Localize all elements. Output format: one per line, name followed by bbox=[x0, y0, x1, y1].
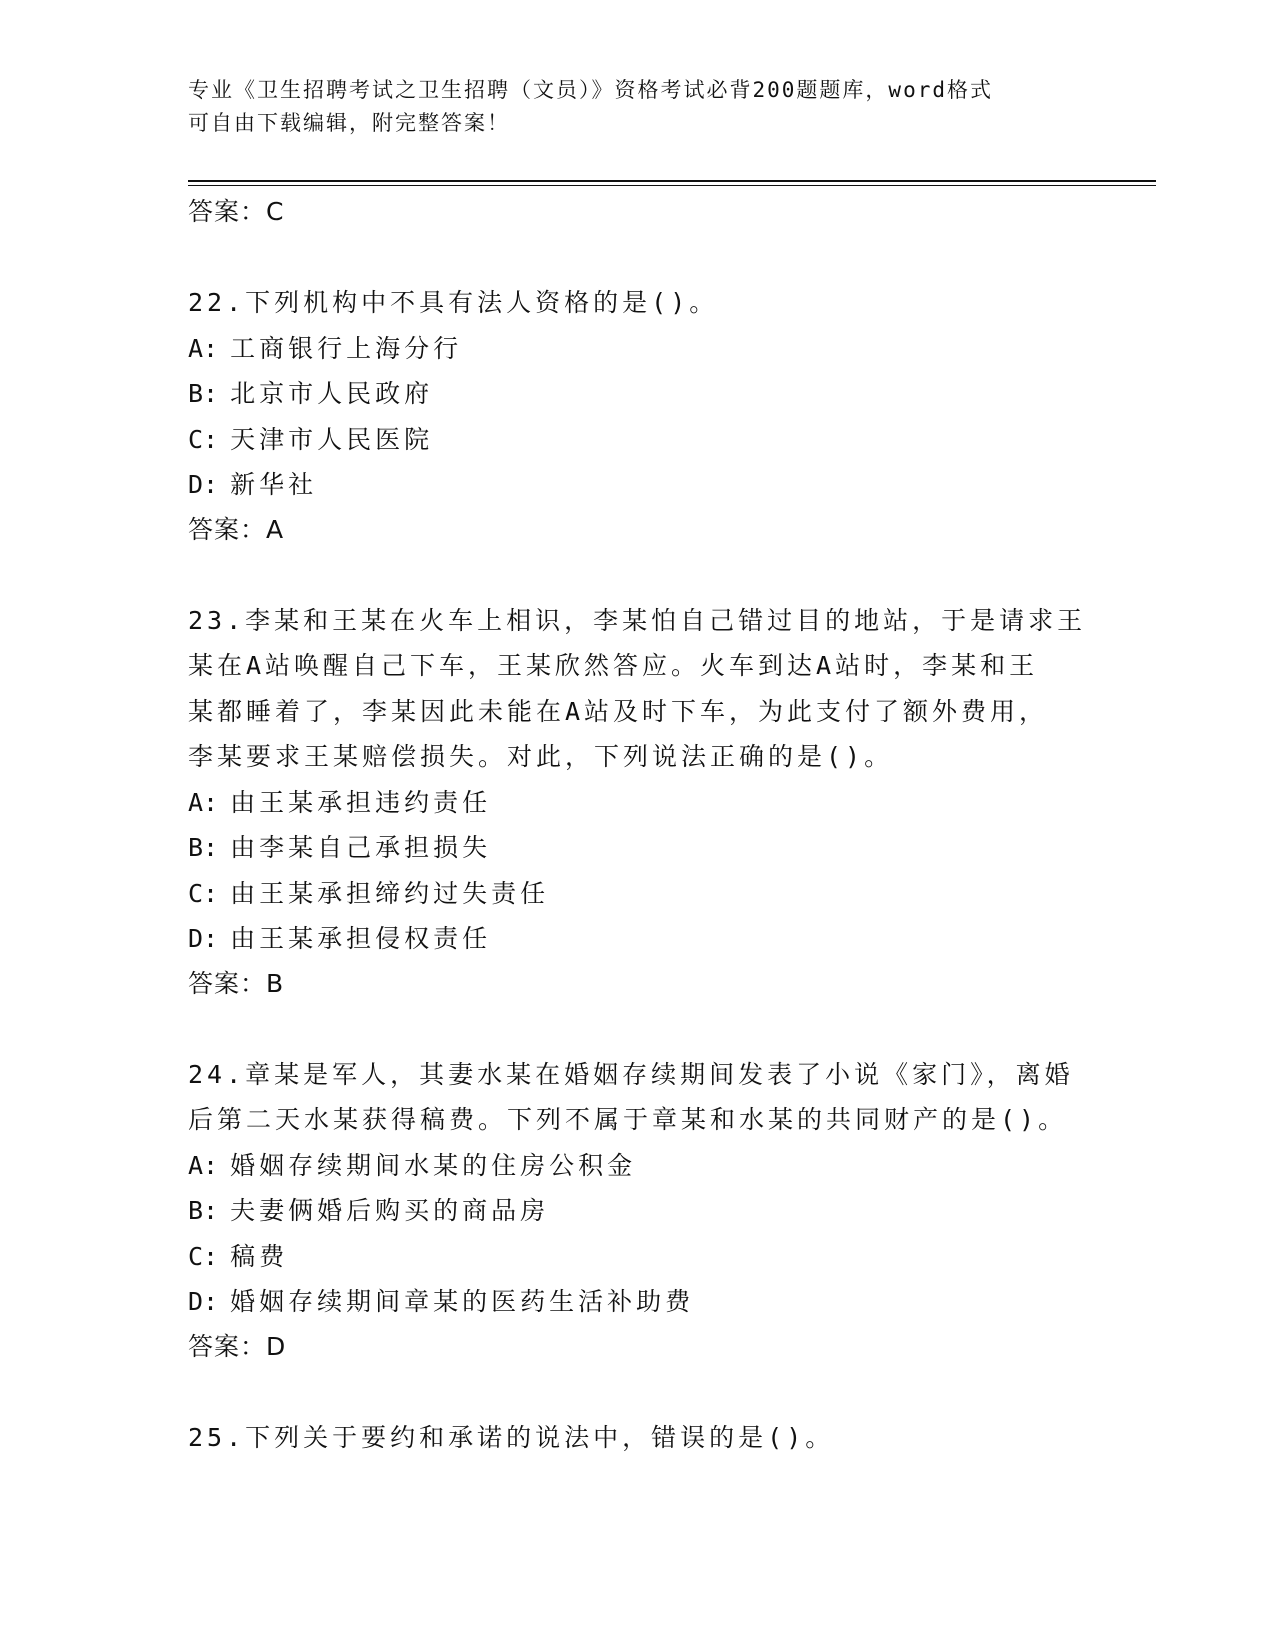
question-text-line: 李某要求王某赔偿损失。对此，下列说法正确的是()。 bbox=[188, 742, 894, 771]
option-b: B: 北京市人民政府 bbox=[188, 379, 434, 408]
question-block bbox=[188, 1415, 1088, 1461]
question-text-line: 24.章某是军人，其妻水某在婚姻存续期间发表了小说《家门》，离婚 bbox=[188, 1059, 1074, 1089]
question-text-line: 25.下列关于要约和承诺的说法中，错误的是()。 bbox=[188, 1422, 835, 1452]
question-text-line: 某在A站唤醒自己下车，王某欣然答应。火车到达A站时，李某和王 bbox=[188, 651, 1039, 680]
question-text-line: 后第二天水某获得稿费。下列不属于章某和水某的共同财产的是()。 bbox=[188, 1105, 1068, 1134]
question-block bbox=[188, 598, 1088, 1006]
option-a: A: 由王某承担违约责任 bbox=[188, 787, 492, 817]
header-divider bbox=[188, 180, 1156, 182]
question-block bbox=[188, 1052, 1088, 1369]
option-b: B: 由李某自己承担损失 bbox=[188, 833, 492, 862]
header-divider-thin bbox=[188, 185, 1156, 186]
option-c: C: 由王某承担缔约过失责任 bbox=[188, 878, 550, 908]
question-list bbox=[188, 190, 1088, 1460]
question-text-line: 某都睡着了，李某因此未能在A站及时下车，为此支付了额外费用， bbox=[188, 696, 1049, 726]
option-d: D: 新华社 bbox=[188, 470, 318, 499]
question-stem bbox=[188, 1415, 1088, 1461]
option-d: D: 由王某承担侵权责任 bbox=[188, 924, 492, 953]
question-stem bbox=[188, 598, 1088, 780]
document-header bbox=[188, 74, 1088, 140]
answer-line: 答案：C bbox=[188, 197, 285, 226]
answer-line: 答案：B bbox=[188, 968, 285, 998]
option-c: C: 稿费 bbox=[188, 1241, 289, 1271]
question-stem bbox=[188, 1052, 1088, 1143]
header-line: 专业《卫生招聘考试之卫生招聘（文员）》资格考试必背200题题库，word格式 bbox=[188, 78, 993, 102]
header-line: 可自由下载编辑，附完整答案！ bbox=[188, 111, 510, 135]
question-block bbox=[188, 280, 1088, 552]
option-a: A: 婚姻存续期间水某的住房公积金 bbox=[188, 1150, 637, 1180]
question-text-line: 22.下列机构中不具有法人资格的是()。 bbox=[188, 288, 719, 317]
answer-line: 答案：D bbox=[188, 1331, 287, 1361]
question-stem bbox=[188, 280, 1088, 326]
question-text-line: 23.李某和王某在火车上相识，李某怕自己错过目的地站，于是请求王 bbox=[188, 605, 1087, 635]
option-d: D: 婚姻存续期间章某的医药生活补助费 bbox=[188, 1287, 695, 1316]
option-c: C: 天津市人民医院 bbox=[188, 424, 434, 454]
option-a: A: 工商银行上海分行 bbox=[188, 333, 463, 363]
option-b: B: 夫妻俩婚后购买的商品房 bbox=[188, 1196, 550, 1225]
answer-line: 答案：A bbox=[188, 514, 285, 544]
